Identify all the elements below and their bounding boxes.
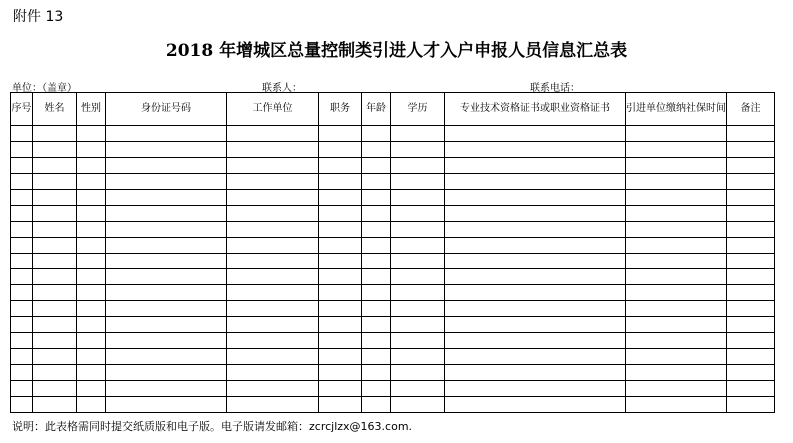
table-cell[interactable]	[33, 349, 77, 365]
table-cell[interactable]	[362, 333, 391, 349]
table-cell[interactable]	[319, 141, 362, 157]
col-header-remarks: 备注	[727, 93, 775, 126]
table-cell[interactable]	[11, 349, 33, 365]
table-cell[interactable]	[11, 396, 33, 412]
table-cell[interactable]	[727, 237, 775, 253]
table-cell[interactable]	[362, 381, 391, 397]
table-row	[11, 381, 775, 397]
col-header-id-number: 身份证号码	[106, 93, 227, 126]
table-cell[interactable]	[77, 237, 106, 253]
table-cell[interactable]	[11, 253, 33, 269]
table-cell[interactable]	[33, 205, 77, 221]
table-cell[interactable]	[227, 253, 319, 269]
table-cell[interactable]	[727, 173, 775, 189]
table-cell[interactable]	[391, 269, 445, 285]
table-cell[interactable]	[391, 365, 445, 381]
table-cell[interactable]	[626, 269, 727, 285]
table-cell[interactable]	[445, 381, 626, 397]
table-cell[interactable]	[626, 285, 727, 301]
table-row	[11, 349, 775, 365]
table-cell[interactable]	[319, 365, 362, 381]
table-cell[interactable]	[77, 301, 106, 317]
table-row	[11, 253, 775, 269]
table-cell[interactable]	[362, 253, 391, 269]
table-cell[interactable]	[319, 189, 362, 205]
table-cell[interactable]	[77, 349, 106, 365]
table-cell[interactable]	[362, 365, 391, 381]
table-cell[interactable]	[319, 205, 362, 221]
table-cell[interactable]	[391, 221, 445, 237]
table-cell[interactable]	[33, 396, 77, 412]
table-cell[interactable]	[106, 396, 227, 412]
table-cell[interactable]	[362, 301, 391, 317]
table-cell[interactable]	[106, 317, 227, 333]
table-cell[interactable]	[319, 396, 362, 412]
table-cell[interactable]	[77, 365, 106, 381]
table-cell[interactable]	[11, 141, 33, 157]
table-cell[interactable]	[227, 173, 319, 189]
table-cell[interactable]	[33, 237, 77, 253]
table-cell[interactable]	[362, 141, 391, 157]
table-cell[interactable]	[362, 317, 391, 333]
applicant-table	[10, 92, 775, 413]
table-cell[interactable]	[362, 285, 391, 301]
table-cell[interactable]	[77, 253, 106, 269]
table-cell[interactable]	[33, 189, 77, 205]
table-cell[interactable]	[106, 205, 227, 221]
table-cell[interactable]	[227, 269, 319, 285]
table-cell[interactable]	[362, 269, 391, 285]
table-cell[interactable]	[445, 365, 626, 381]
table-row	[11, 173, 775, 189]
col-header-education: 学历	[391, 93, 445, 126]
table-cell[interactable]	[445, 126, 626, 142]
table-cell[interactable]	[727, 396, 775, 412]
table-cell[interactable]	[227, 141, 319, 157]
table-row	[11, 396, 775, 412]
table-cell[interactable]	[362, 205, 391, 221]
table-cell[interactable]	[391, 126, 445, 142]
table-cell[interactable]	[727, 285, 775, 301]
table-cell[interactable]	[33, 365, 77, 381]
table-cell[interactable]	[626, 205, 727, 221]
col-header-social-security: 引进单位缴纳社保时间	[626, 93, 727, 126]
unit-label: 单位：（盖章）	[12, 83, 77, 94]
table-cell[interactable]	[11, 317, 33, 333]
table-cell[interactable]	[11, 365, 33, 381]
table-row	[11, 221, 775, 237]
table-cell[interactable]	[33, 333, 77, 349]
table-cell[interactable]	[445, 285, 626, 301]
table-cell[interactable]	[727, 301, 775, 317]
table-cell[interactable]	[77, 317, 106, 333]
table-cell[interactable]	[626, 381, 727, 397]
table-cell[interactable]	[227, 396, 319, 412]
table-cell[interactable]	[227, 365, 319, 381]
table-cell[interactable]	[727, 349, 775, 365]
table-cell[interactable]	[77, 126, 106, 142]
table-cell[interactable]	[391, 317, 445, 333]
table-cell[interactable]	[626, 126, 727, 142]
table-cell[interactable]	[77, 141, 106, 157]
table-cell[interactable]	[227, 221, 319, 237]
table-cell[interactable]	[106, 381, 227, 397]
table-cell[interactable]	[106, 189, 227, 205]
table-cell[interactable]	[445, 221, 626, 237]
table-row	[11, 317, 775, 333]
table-cell[interactable]	[626, 349, 727, 365]
table-cell[interactable]	[626, 333, 727, 349]
table-cell[interactable]	[626, 253, 727, 269]
table-cell[interactable]	[11, 126, 33, 142]
table-cell[interactable]	[445, 349, 626, 365]
table-cell[interactable]	[227, 301, 319, 317]
table-cell[interactable]	[319, 333, 362, 349]
footer-note: 说明：此表格需同时提交纸质版和电子版。电子版请发邮箱：zcrcjlzx@163.com.	[12, 420, 413, 433]
table-cell[interactable]	[11, 333, 33, 349]
table-cell[interactable]	[362, 173, 391, 189]
table-cell[interactable]	[319, 173, 362, 189]
table-cell[interactable]	[445, 269, 626, 285]
table-cell[interactable]	[227, 317, 319, 333]
table-cell[interactable]	[445, 189, 626, 205]
table-cell[interactable]	[391, 333, 445, 349]
table-cell[interactable]	[106, 301, 227, 317]
table-cell[interactable]	[362, 157, 391, 173]
table-cell[interactable]	[391, 253, 445, 269]
table-cell[interactable]	[77, 269, 106, 285]
table-cell[interactable]	[77, 189, 106, 205]
table-cell[interactable]	[391, 141, 445, 157]
table-cell[interactable]	[227, 205, 319, 221]
table-cell[interactable]	[626, 221, 727, 237]
table-cell[interactable]	[33, 126, 77, 142]
table-row	[11, 141, 775, 157]
table-cell[interactable]	[33, 381, 77, 397]
table-cell[interactable]	[77, 173, 106, 189]
table-cell[interactable]	[106, 157, 227, 173]
table-cell[interactable]	[11, 173, 33, 189]
table-cell[interactable]	[445, 141, 626, 157]
table-cell[interactable]	[33, 221, 77, 237]
table-cell[interactable]	[362, 396, 391, 412]
table-cell[interactable]	[362, 126, 391, 142]
table-cell[interactable]	[106, 237, 227, 253]
table-cell[interactable]	[391, 205, 445, 221]
table-cell[interactable]	[77, 157, 106, 173]
table-row	[11, 301, 775, 317]
table-cell[interactable]	[106, 141, 227, 157]
table-cell[interactable]	[11, 157, 33, 173]
table-cell[interactable]	[33, 141, 77, 157]
table-cell[interactable]	[33, 253, 77, 269]
table-cell[interactable]	[106, 285, 227, 301]
table-cell[interactable]	[391, 189, 445, 205]
table-cell[interactable]	[727, 365, 775, 381]
table-cell[interactable]	[227, 285, 319, 301]
table-cell[interactable]	[626, 141, 727, 157]
col-header-age: 年龄	[362, 93, 391, 126]
table-cell[interactable]	[11, 269, 33, 285]
table-cell[interactable]	[319, 317, 362, 333]
col-header-name: 姓名	[33, 93, 77, 126]
table-cell[interactable]	[227, 157, 319, 173]
table-cell[interactable]	[445, 253, 626, 269]
table-cell[interactable]	[227, 189, 319, 205]
table-cell[interactable]	[626, 237, 727, 253]
table-cell[interactable]	[626, 365, 727, 381]
table-cell[interactable]	[319, 237, 362, 253]
table-cell[interactable]	[445, 157, 626, 173]
table-row	[11, 157, 775, 173]
table-cell[interactable]	[319, 221, 362, 237]
table-row	[11, 365, 775, 381]
table-cell[interactable]	[77, 285, 106, 301]
table-cell[interactable]	[445, 173, 626, 189]
table-cell[interactable]	[362, 349, 391, 365]
table-cell[interactable]	[319, 381, 362, 397]
table-cell[interactable]	[445, 317, 626, 333]
table-cell[interactable]	[727, 157, 775, 173]
table-cell[interactable]	[33, 317, 77, 333]
table-cell[interactable]	[727, 141, 775, 157]
table-cell[interactable]	[727, 126, 775, 142]
table-row	[11, 205, 775, 221]
table-cell[interactable]	[362, 221, 391, 237]
table-cell[interactable]	[727, 381, 775, 397]
table-cell[interactable]	[727, 205, 775, 221]
table-cell[interactable]	[227, 349, 319, 365]
table-cell[interactable]	[227, 381, 319, 397]
table-body	[11, 126, 775, 413]
table-cell[interactable]	[391, 349, 445, 365]
table-cell[interactable]	[106, 253, 227, 269]
table-cell[interactable]	[626, 317, 727, 333]
table-cell[interactable]	[227, 126, 319, 142]
table-cell[interactable]	[727, 189, 775, 205]
table-cell[interactable]	[77, 333, 106, 349]
table-cell[interactable]	[391, 237, 445, 253]
table-cell[interactable]	[391, 173, 445, 189]
table-cell[interactable]	[11, 205, 33, 221]
table-cell[interactable]	[11, 189, 33, 205]
table-cell[interactable]	[626, 189, 727, 205]
table-cell[interactable]	[626, 301, 727, 317]
table-cell[interactable]	[391, 301, 445, 317]
table-cell[interactable]	[106, 349, 227, 365]
table-cell[interactable]	[106, 365, 227, 381]
table-cell[interactable]	[11, 285, 33, 301]
table-cell[interactable]	[227, 333, 319, 349]
table-cell[interactable]	[391, 157, 445, 173]
table-row	[11, 237, 775, 253]
col-header-position: 职务	[319, 93, 362, 126]
table-cell[interactable]	[445, 333, 626, 349]
table-cell[interactable]	[319, 301, 362, 317]
table-cell[interactable]	[445, 396, 626, 412]
table-row	[11, 285, 775, 301]
table-cell[interactable]	[106, 333, 227, 349]
table-cell[interactable]	[727, 253, 775, 269]
table-cell[interactable]	[11, 381, 33, 397]
table-row	[11, 269, 775, 285]
table-cell[interactable]	[33, 269, 77, 285]
table-cell[interactable]	[362, 237, 391, 253]
table-cell[interactable]	[106, 173, 227, 189]
table-cell[interactable]	[445, 205, 626, 221]
table-cell[interactable]	[106, 221, 227, 237]
table-row	[11, 189, 775, 205]
table-cell[interactable]	[727, 317, 775, 333]
attachment-label: 附件 13	[13, 9, 64, 25]
table-row	[11, 126, 775, 142]
col-header-gender: 性别	[77, 93, 106, 126]
table-cell[interactable]	[626, 396, 727, 412]
table-cell[interactable]	[77, 381, 106, 397]
table-cell[interactable]	[227, 237, 319, 253]
contact-label: 联系人：	[262, 83, 302, 94]
table-cell[interactable]	[77, 221, 106, 237]
table-cell[interactable]	[445, 301, 626, 317]
table-header-row	[11, 93, 775, 126]
table-cell[interactable]	[319, 157, 362, 173]
table-cell[interactable]	[33, 285, 77, 301]
table-cell[interactable]	[319, 126, 362, 142]
table-cell[interactable]	[106, 269, 227, 285]
table-cell[interactable]	[391, 396, 445, 412]
phone-label: 联系电话：	[530, 83, 580, 94]
table-cell[interactable]	[626, 173, 727, 189]
table-cell[interactable]	[33, 301, 77, 317]
table-row	[11, 333, 775, 349]
table-cell[interactable]	[391, 285, 445, 301]
table-cell[interactable]	[319, 269, 362, 285]
col-header-certificate: 专业技术资格证书或职业资格证书	[445, 93, 626, 126]
table-cell[interactable]	[727, 333, 775, 349]
table-cell[interactable]	[362, 189, 391, 205]
table-cell[interactable]	[727, 269, 775, 285]
table-cell[interactable]	[319, 285, 362, 301]
table-cell[interactable]	[626, 157, 727, 173]
table-cell[interactable]	[727, 221, 775, 237]
col-header-employer: 工作单位	[227, 93, 319, 126]
table-cell[interactable]	[11, 301, 33, 317]
table-cell[interactable]	[445, 237, 626, 253]
table-cell[interactable]	[319, 253, 362, 269]
table-cell[interactable]	[77, 396, 106, 412]
table-cell[interactable]	[391, 381, 445, 397]
table-cell[interactable]	[319, 349, 362, 365]
page-title: 2018 年增城区总量控制类引进人才入户申报人员信息汇总表	[165, 41, 628, 61]
table-cell[interactable]	[106, 126, 227, 142]
table-cell[interactable]	[33, 173, 77, 189]
table-cell[interactable]	[11, 221, 33, 237]
table-cell[interactable]	[11, 237, 33, 253]
table-cell[interactable]	[33, 157, 77, 173]
table-cell[interactable]	[77, 205, 106, 221]
col-header-number: 序号	[11, 93, 33, 126]
